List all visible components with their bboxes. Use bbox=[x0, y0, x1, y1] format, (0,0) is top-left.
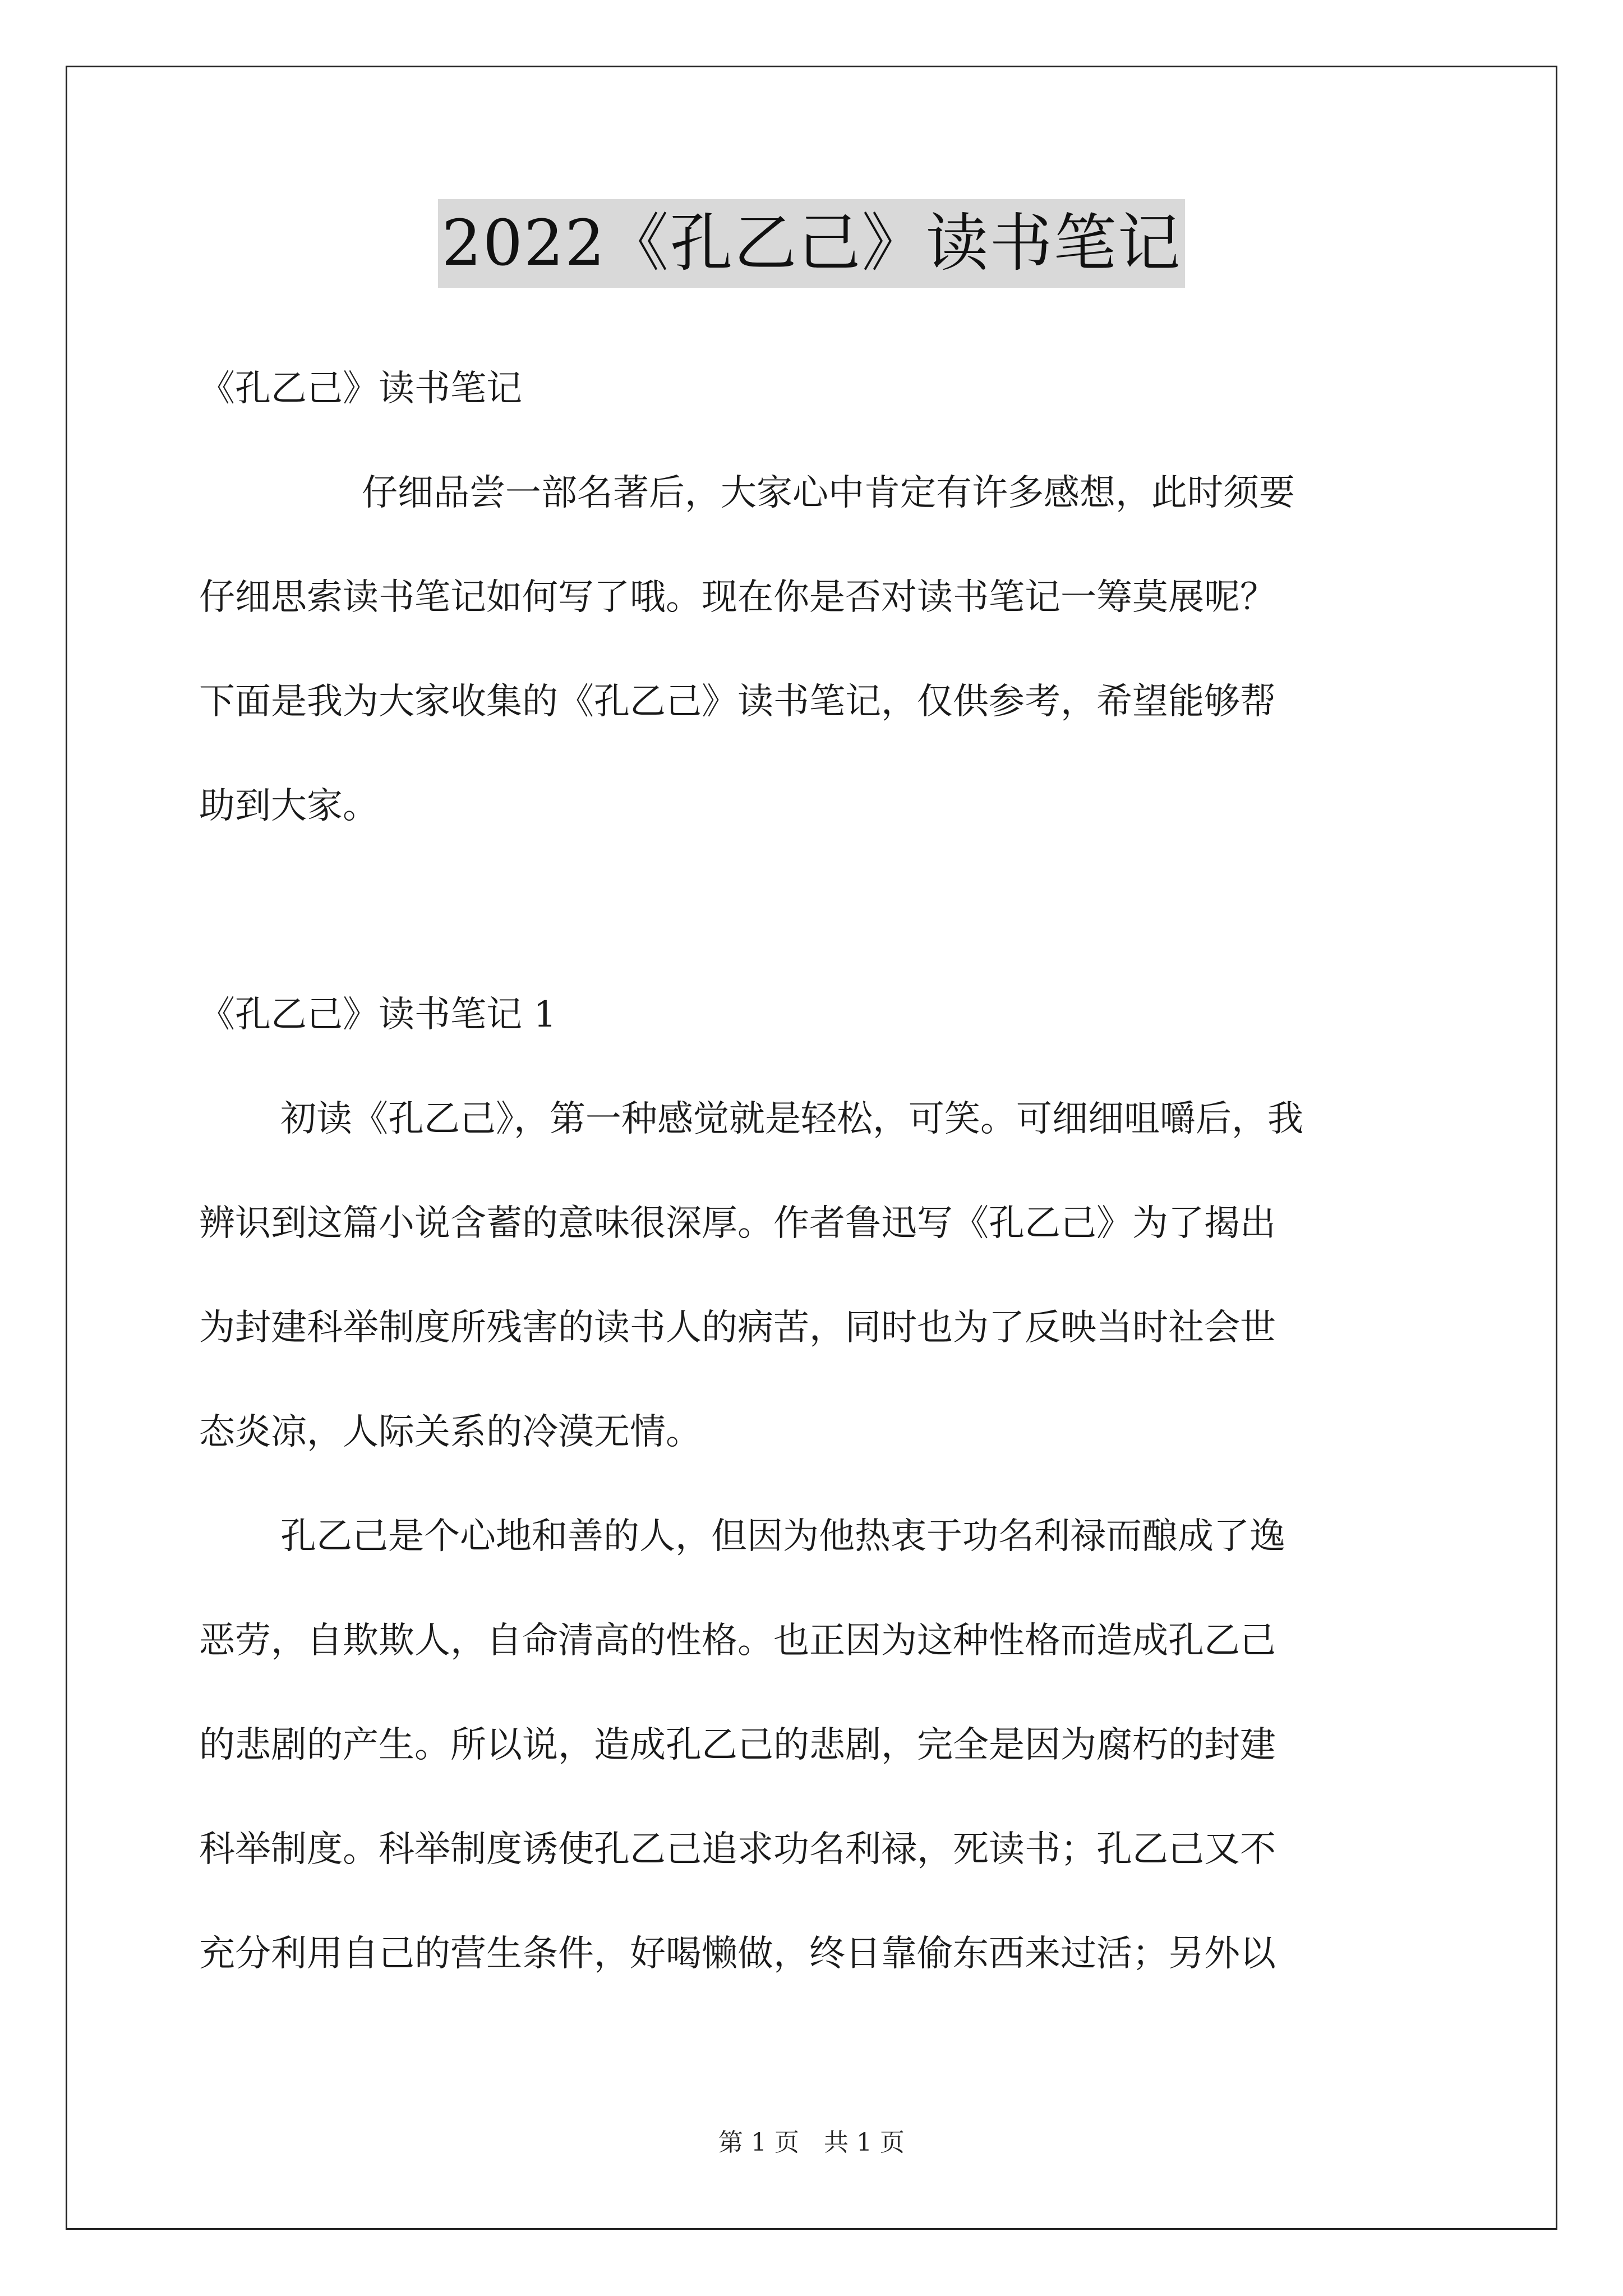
paragraph-line: 孔乙己是个心地和善的人，但因为他热衷于功名利禄而酿成了逸 bbox=[280, 1516, 1285, 1557]
intro-line: 下面是我为大家收集的《孔乙己》读书笔记，仅供参考，希望能够帮 bbox=[199, 681, 1276, 723]
page-footer: 第 1 页 共 1 页 bbox=[718, 2128, 905, 2157]
section-heading: 《孔乙己》读书笔记 1 bbox=[199, 994, 557, 1036]
title-container bbox=[0, 199, 1623, 288]
paragraph-line: 科举制度。科举制度诱使孔乙己追求功名利禄，死读书；孔乙己又不 bbox=[199, 1829, 1276, 1870]
intro-line: 仔细品尝一部名著后，大家心中肯定有许多感想，此时须要 bbox=[362, 472, 1295, 514]
document-body bbox=[199, 337, 1433, 2006]
paragraph-line: 辨识到这篇小说含蓄的意味很深厚。作者鲁迅写《孔乙己》为了揭出 bbox=[199, 1203, 1276, 1244]
subtitle: 《孔乙己》读书笔记 bbox=[199, 368, 522, 409]
paragraph-line: 为封建科举制度所残害的读书人的病苦，同时也为了反映当时社会世 bbox=[199, 1307, 1276, 1349]
document-title: 2022《孔乙己》读书笔记 bbox=[438, 199, 1184, 288]
paragraph-line: 态炎凉，人际关系的冷漠无情。 bbox=[199, 1411, 702, 1453]
intro-line: 仔细思索读书笔记如何写了哦。现在你是否对读书笔记一筹莫展呢？ bbox=[199, 577, 1276, 618]
paragraph-line: 充分利用自己的营生条件，好喝懒做，终日靠偷东西来过活；另外以 bbox=[199, 1933, 1276, 1975]
paragraph-line: 的悲剧的产生。所以说，造成孔乙己的悲剧，完全是因为腐朽的封建 bbox=[199, 1724, 1276, 1766]
paragraph-line: 初读《孔乙己》，第一种感觉就是轻松，可笑。可细细咀嚼后，我 bbox=[280, 1098, 1303, 1140]
intro-line: 助到大家。 bbox=[199, 785, 379, 827]
paragraph-line: 恶劳，自欺欺人，自命清高的性格。也正因为这种性格而造成孔乙己 bbox=[199, 1620, 1276, 1662]
spacer bbox=[199, 858, 1433, 963]
